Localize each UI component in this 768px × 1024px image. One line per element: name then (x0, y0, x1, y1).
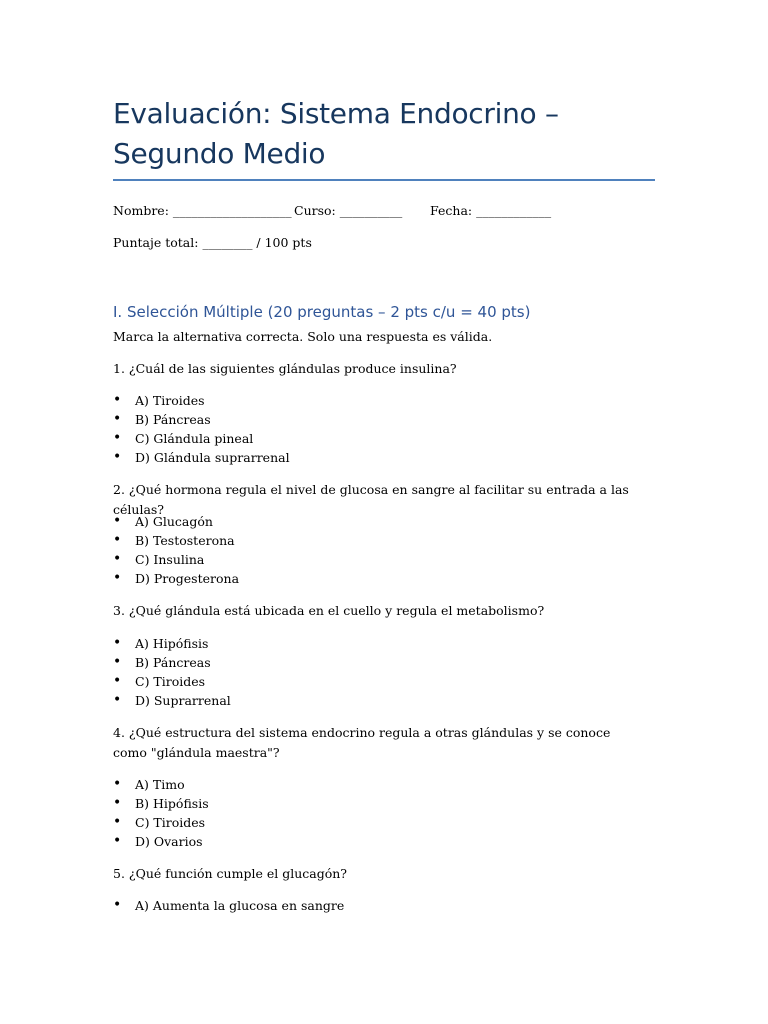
bullet-icon: • (113, 833, 122, 849)
option: • A) Aumenta la glucosa en sangre (113, 897, 345, 913)
question-5: 5. ¿Qué función cumple el glucagón? (113, 866, 347, 881)
bullet-icon: • (113, 635, 122, 651)
bullet-icon: • (113, 654, 122, 670)
bullet-icon: • (113, 795, 122, 811)
bullet-icon: • (113, 513, 122, 529)
bullet-icon: • (113, 449, 122, 465)
bullet-icon: • (113, 814, 122, 830)
option: • D) Ovarios (113, 833, 203, 849)
question-1: 1. ¿Cuál de las siguientes glándulas produce insulina? (113, 361, 457, 376)
bullet-icon: • (113, 897, 122, 913)
bullet-icon: • (113, 673, 122, 689)
bullet-icon: • (113, 551, 122, 567)
nombre-field: Nombre: ___________________ (113, 203, 292, 218)
option: • A) Hipófisis (113, 635, 209, 651)
bullet-icon: • (113, 692, 122, 708)
option: • A) Timo (113, 776, 185, 792)
bullet-icon: • (113, 570, 122, 586)
bullet-icon: • (113, 411, 122, 427)
question-2: 2. ¿Qué hormona regula el nivel de glucosa en sangre al facilitar su entrada a las células? (113, 482, 629, 517)
puntaje-field: Puntaje total: ________ / 100 pts (113, 235, 312, 250)
option: • B) Páncreas (113, 654, 211, 670)
option: • D) Suprarrenal (113, 692, 231, 708)
bullet-icon: • (113, 776, 122, 792)
bullet-icon: • (113, 532, 122, 548)
section-heading: I. Selección Múltiple (20 preguntas – 2 pts c/u = 40 pts) (113, 303, 531, 321)
bullet-icon: • (113, 392, 122, 408)
option: • B) Hipófisis (113, 795, 209, 811)
title-line-2: Segundo Medio (113, 137, 326, 170)
options-q5 (113, 896, 344, 915)
question-3: 3. ¿Qué glándula está ubicada en el cuello y regula el metabolismo? (113, 603, 545, 618)
document-title (113, 94, 655, 174)
option: • D) Progesterona (113, 570, 240, 586)
option: • C) Insulina (113, 551, 205, 567)
options-q2 (113, 512, 239, 588)
fecha-field: Fecha: ____________ (430, 203, 552, 218)
option: • B) Testosterona (113, 532, 235, 548)
option: • A) Tiroides (113, 392, 205, 408)
options-q3 (113, 634, 231, 710)
title-underline (113, 179, 655, 181)
section-instructions: Marca la alternativa correcta. Solo una respuesta es válida. (113, 329, 493, 344)
bullet-icon: • (113, 430, 122, 446)
option: • C) Glándula pineal (113, 430, 254, 446)
options-q1 (113, 391, 290, 467)
option: • D) Glándula suprarrenal (113, 449, 290, 465)
option: • C) Tiroides (113, 814, 206, 830)
options-q4 (113, 775, 209, 851)
option: • B) Páncreas (113, 411, 211, 427)
curso-field: Curso: __________ (294, 203, 403, 218)
option: • A) Glucagón (113, 513, 213, 529)
question-4: 4. ¿Qué estructura del sistema endocrino regula a otras glándulas y se conoce como "glándula maestra"? (113, 725, 611, 760)
option: • C) Tiroides (113, 673, 206, 689)
title-line-1: Evaluación: Sistema Endocrino – (113, 97, 559, 130)
